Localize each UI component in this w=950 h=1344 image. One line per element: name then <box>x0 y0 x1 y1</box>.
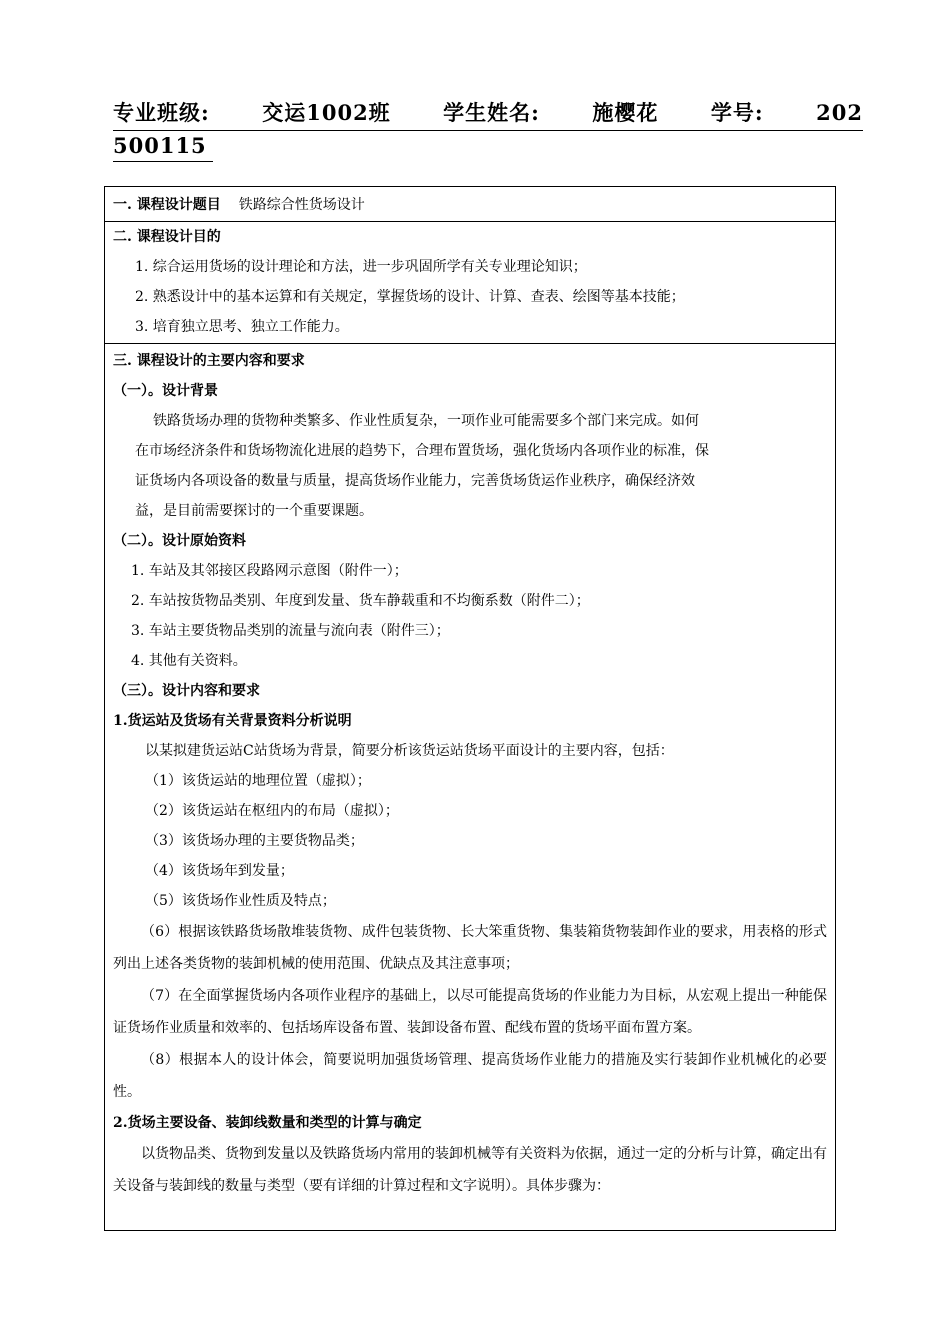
part1-heading: 1.货运站及货场有关背景资料分析说明 <box>113 713 352 729</box>
background-text-line: 益，是目前需要探讨的一个重要课题。 <box>135 503 373 519</box>
source-data-subtitle: （二）。设计原始资料 <box>113 533 246 549</box>
purpose-item: 2. 熟悉设计中的基本运算和有关规定，掌握货场的设计、计算、查表、绘图等基本技能； <box>135 289 685 305</box>
source-data-item: 3. 车站主要货物品类别的流量与流向表（附件三）； <box>131 623 450 639</box>
section-topic-row <box>105 187 835 222</box>
student-id-value-part1: 202 <box>816 100 863 125</box>
part2-text: 以货物品类、货物到发量以及铁路货场内常用的装卸机械等有关资料为依据，通过一定的分析与计算，确定出有关设备与装卸线的数量与类型（要有详细的计算过程和文字说明）。具体步骤为： <box>113 1146 827 1194</box>
source-data-item: 1. 车站及其邻接区段路网示意图（附件一）； <box>131 563 408 579</box>
source-data-item: 4. 其他有关资料。 <box>131 653 247 669</box>
part1-item: （5）该货场作业性质及特点； <box>145 893 336 909</box>
student-id-label: 学号: <box>710 100 764 125</box>
section-content-block <box>105 344 835 1202</box>
part1-item: （3）该货场办理的主要货物品类； <box>145 833 364 849</box>
background-subtitle: （一）。设计背景 <box>113 383 218 399</box>
section-purpose-title: 二. 课程设计目的 <box>113 229 221 245</box>
purpose-item: 3. 培育独立思考、独立工作能力。 <box>135 319 349 335</box>
section-topic-title: 一. 课程设计题目 <box>113 197 221 213</box>
student-id-value-part2: 500115 <box>113 131 213 162</box>
student-name-value: 施樱花 <box>592 100 659 125</box>
major-label: 专业班级: <box>113 100 210 125</box>
student-info-header <box>113 96 863 162</box>
part2-heading: 2.货场主要设备、装卸线数量和类型的计算与确定 <box>113 1115 422 1131</box>
background-text-line: 在市场经济条件和货场物流化进展的趋势下，合理布置货场，强化货场内各项作业的标准，保 <box>135 443 709 459</box>
part1-item: （4）该货场年到发量； <box>145 863 294 879</box>
section-content-title: 三. 课程设计的主要内容和要求 <box>113 353 305 369</box>
part1-item: （2）该货运站在枢纽内的布局（虚拟）； <box>145 803 399 819</box>
course-design-table <box>104 186 836 1231</box>
major-value: 交运1002班 <box>262 100 391 125</box>
purpose-item: 1. 综合运用货场的设计理论和方法，进一步巩固所学有关专业理论知识； <box>135 259 587 275</box>
section-purpose-row <box>105 222 835 344</box>
part1-intro: 以某拟建货运站C站货场为背景，简要分析该货运站货场平面设计的主要内容，包括： <box>145 743 674 759</box>
background-text-line: 证货场内各项设备的数量与质量，提高货场作业能力，完善货场货运作业秩序，确保经济效 <box>135 473 695 489</box>
section-topic-value: 铁路综合性货场设计 <box>238 197 365 213</box>
part1-item-8: （8）根据本人的设计体会，简要说明加强货场管理、提高货场作业能力的措施及实行装卸作业机械化的必要性。 <box>113 1052 827 1100</box>
source-data-item: 2. 车站按货物品类别、年度到发量、货车静载重和不均衡系数（附件二）； <box>131 593 590 609</box>
part1-item: （1）该货运站的地理位置（虚拟）； <box>145 773 371 789</box>
student-info-line <box>113 96 863 131</box>
requirements-subtitle: （三）。设计内容和要求 <box>113 683 260 699</box>
part1-item-7: （7）在全面掌握货场内各项作业程序的基础上，以尽可能提高货场的作业能力为目标，从宏观上提出一种能保证货场作业质量和效率的、包括场库设备布置、装卸设备布置、配线布置的货场平面布置方案。 <box>113 988 827 1036</box>
part1-item-6: （6）根据该铁路货场散堆装货物、成件包装货物、长大笨重货物、集装箱货物装卸作业的要求，用表格的形式列出上述各类货物的装卸机械的使用范围、优缺点及其注意事项； <box>113 924 827 972</box>
background-text-line: 铁路货场办理的货物种类繁多、作业性质复杂，一项作业可能需要多个部门来完成。如何 <box>153 413 699 429</box>
student-name-label: 学生姓名: <box>443 100 540 125</box>
